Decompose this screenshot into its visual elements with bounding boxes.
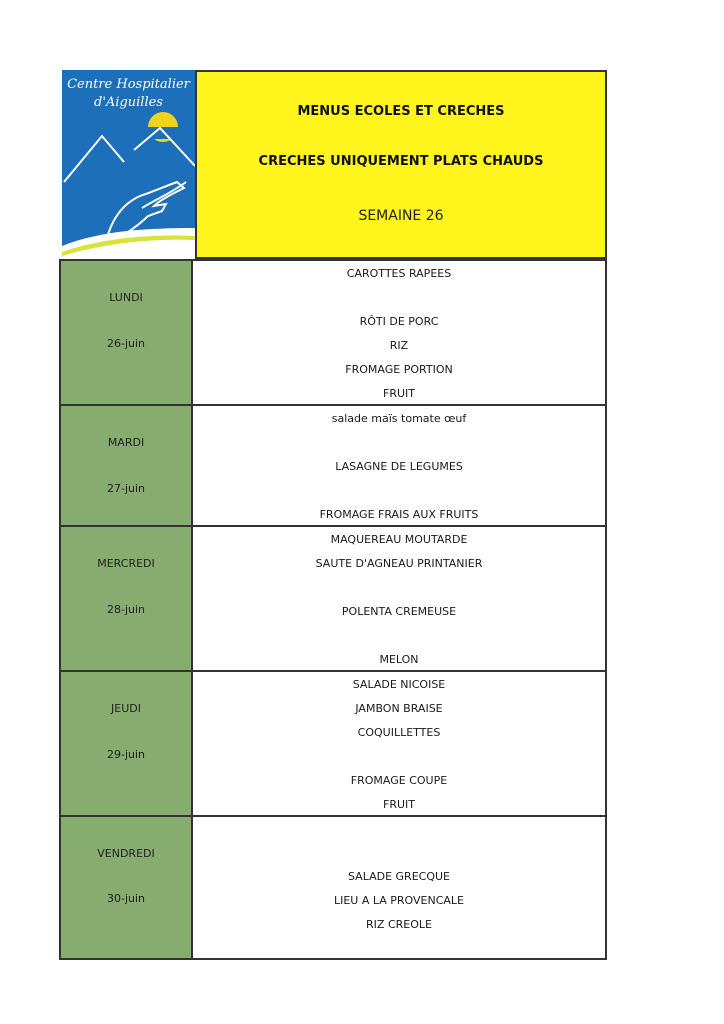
menu-cell-friday: [191, 815, 607, 960]
menu-item: RIZ CREOLE: [366, 918, 432, 931]
day-cell-tuesday: [59, 404, 191, 528]
menu-item: POLENTA CREMEUSE: [341, 605, 457, 618]
day-date: 29-juin: [106, 748, 146, 761]
menu-header: [195, 70, 607, 259]
day-name: JEUDI: [111, 702, 141, 715]
menu-item: SAUTE D'AGNEAU PRINTANIER: [315, 557, 483, 570]
menu-item: FRUIT: [383, 798, 415, 811]
hospital-logo: [62, 70, 195, 262]
menu-item: LIEU A LA PROVENCALE: [333, 894, 465, 907]
day-name: MERCREDI: [97, 557, 155, 570]
week-label: SEMAINE 26: [358, 208, 444, 224]
day-name: MARDI: [107, 436, 145, 449]
day-cell-friday: [59, 815, 191, 960]
day-date: 27-juin: [106, 482, 146, 495]
menu-item: SALADE NICOISE: [352, 678, 446, 691]
menu-item: CAROTTES RAPEES: [346, 267, 452, 280]
menu-item: FROMAGE FRAIS AUX FRUITS: [319, 508, 479, 521]
menu-cell-tuesday: [191, 404, 607, 528]
table-bottom-border: [59, 958, 607, 960]
day-date: 30-juin: [106, 892, 146, 905]
day-cell-wednesday: [59, 525, 191, 673]
day-date: 26-juin: [106, 337, 146, 350]
menu-item: salade maïs tomate œuf: [331, 412, 467, 425]
menu-item: FROMAGE PORTION: [345, 363, 453, 376]
menu-item: FRUIT: [383, 387, 415, 400]
menu-cell-wednesday: [191, 525, 607, 673]
menu-item: FROMAGE COUPE: [350, 774, 448, 787]
page-title: MENUS ECOLES ET CRECHES: [297, 104, 505, 119]
menu-item: RIZ: [389, 339, 409, 352]
menu-item: RÔTI DE PORC: [359, 315, 439, 328]
day-cell-thursday: [59, 670, 191, 818]
day-cell-monday: [59, 259, 191, 407]
menu-cell-thursday: [191, 670, 607, 818]
menu-item: MELON: [379, 653, 419, 666]
menu-item: LASAGNE DE LEGUMES: [335, 460, 463, 473]
menu-item: COQUILLETTES: [357, 726, 441, 739]
logo-line-1: Centre Hospitalier: [67, 77, 190, 92]
menu-item: SALADE GRECQUE: [348, 870, 450, 883]
menu-item: MAQUEREAU MOUTARDE: [330, 533, 468, 546]
day-date: 28-juin: [106, 603, 146, 616]
page-subtitle: CRECHES UNIQUEMENT PLATS CHAUDS: [258, 154, 544, 169]
day-name: VENDREDI: [97, 847, 155, 860]
day-name: LUNDI: [109, 291, 143, 304]
menu-item: JAMBON BRAISE: [355, 702, 443, 715]
logo-line-2: d'Aiguilles: [94, 95, 163, 110]
menu-cell-monday: [191, 259, 607, 407]
